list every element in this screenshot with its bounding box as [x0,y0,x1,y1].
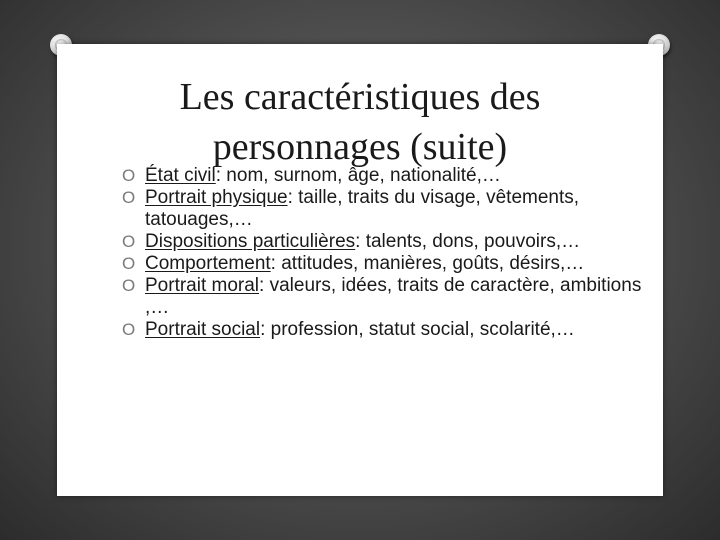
bullet-portrait-physique [122,187,642,231]
bullet-term: Portrait social [145,319,261,340]
bullet-marker-icon: O [122,320,136,339]
bullet-text: : attitudes, manières, goûts, désirs,… [270,253,585,274]
bullet-marker-icon: O [122,276,136,295]
bullet-term: Portrait moral [145,275,260,296]
bullet-text: : nom, surnom, âge, nationalité,… [215,165,501,186]
bullet-marker-icon: O [122,166,136,185]
bullet-marker-icon: O [122,254,136,273]
bullet-text: : taille, traits du visage, vêtements, tatouages,… [145,187,580,230]
bullet-dispositions [122,231,642,253]
bullet-portrait-moral [122,275,642,319]
bullet-term: Portrait physique [145,187,288,208]
bullet-etat-civil [122,165,642,187]
bullet-text: : valeurs, idées, traits de caractère, ambitions ,… [145,275,642,318]
bullet-marker-icon: O [122,188,136,207]
bullet-term: État civil [145,165,216,186]
slide-title [0,72,720,172]
bullet-text: : talents, dons, pouvoirs,… [355,231,581,252]
bullet-marker-icon: O [122,232,136,251]
slide-title-line-2: personnages (suite) [212,126,508,168]
bullet-text: : profession, statut social, scolarité,… [260,319,575,340]
bullet-list [122,165,642,341]
bullet-portrait-social [122,319,642,341]
slide-title-line-1: Les caractéristiques des [179,76,541,118]
bullet-term: Dispositions particulières [145,231,356,252]
bullet-term: Comportement [145,253,271,274]
bullet-comportement [122,253,642,275]
